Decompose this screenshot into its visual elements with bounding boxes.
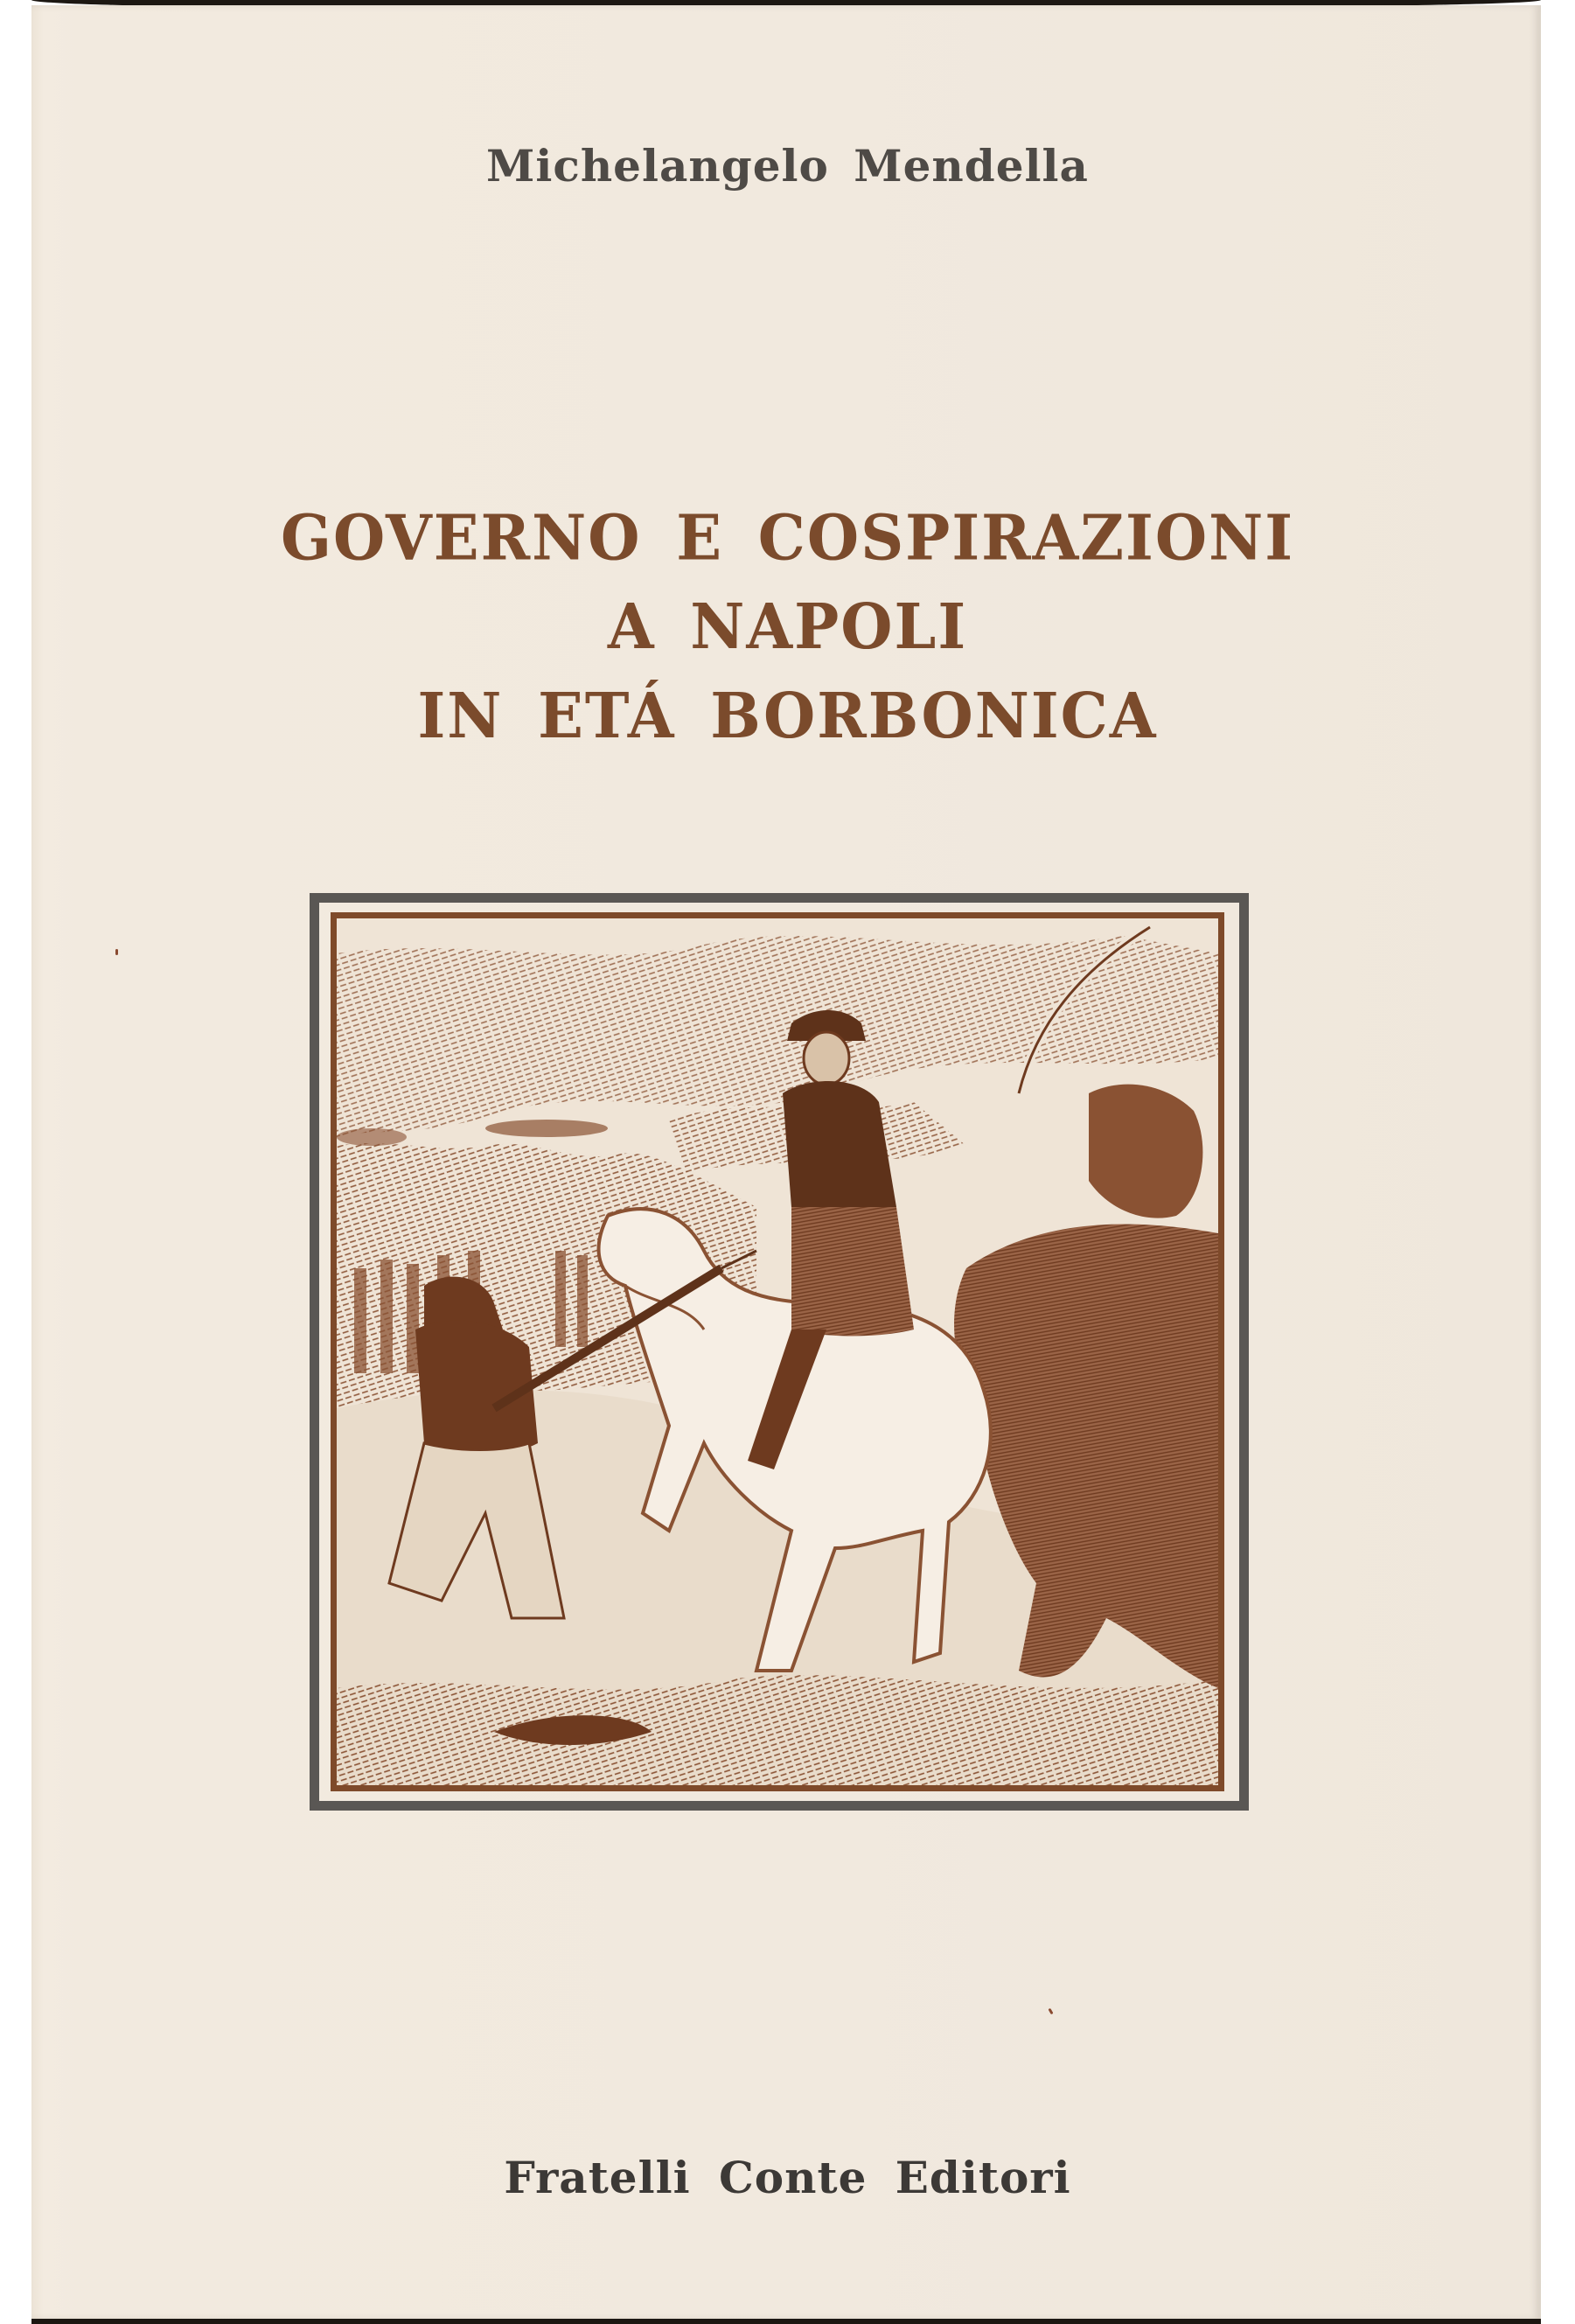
publisher-name: Fratelli Conte Editori (504, 2152, 1071, 2203)
engraving-image (337, 918, 1218, 1785)
author-name: Michelangelo Mendella (486, 140, 1089, 192)
paper-blemish (115, 949, 118, 955)
cover-bottom-edge (31, 2319, 1541, 2324)
book-title (0, 494, 1575, 762)
title-line-2: A NAPOLI (607, 590, 968, 664)
cover-illustration (331, 912, 1224, 1791)
title-line-1: GOVERNO E COSPIRAZIONI (280, 501, 1295, 576)
title-line-3: IN ETÁ BORBONICA (417, 679, 1158, 753)
